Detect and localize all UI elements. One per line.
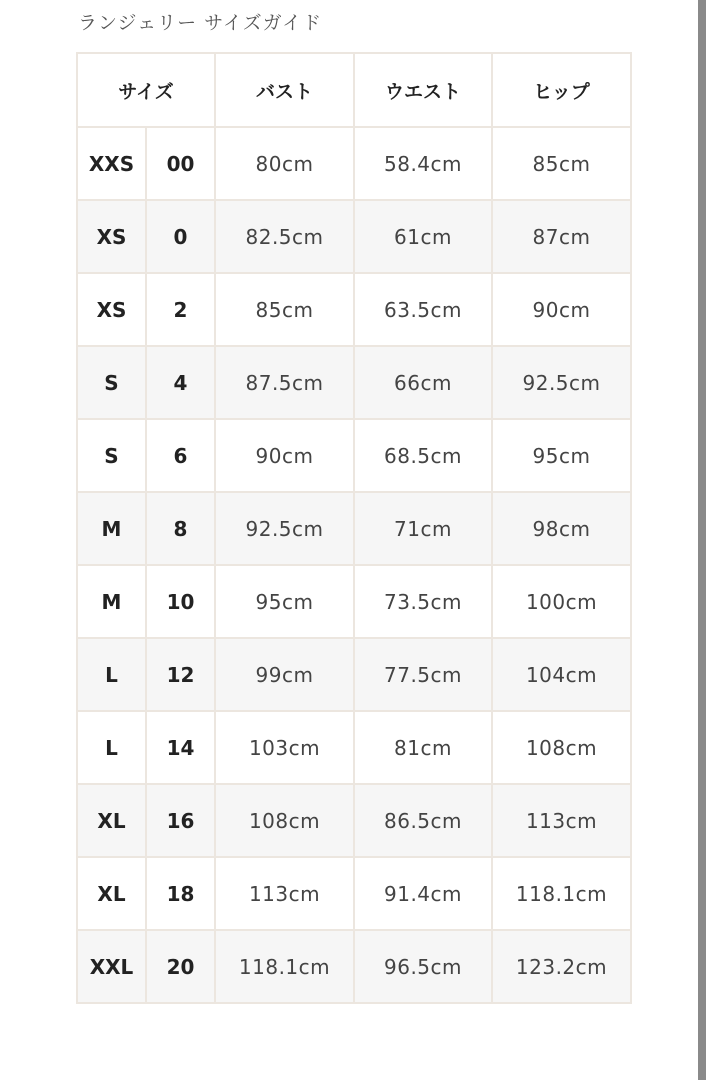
waist-value: 77.5cm bbox=[354, 638, 492, 711]
waist-value: 68.5cm bbox=[354, 419, 492, 492]
bust-value: 90cm bbox=[215, 419, 354, 492]
hip-value: 108cm bbox=[492, 711, 631, 784]
waist-value: 73.5cm bbox=[354, 565, 492, 638]
size-label: S bbox=[77, 346, 146, 419]
size-number: 12 bbox=[146, 638, 215, 711]
table-row bbox=[77, 419, 631, 492]
table-row bbox=[77, 784, 631, 857]
bust-value: 82.5cm bbox=[215, 200, 354, 273]
waist-value: 91.4cm bbox=[354, 857, 492, 930]
size-number: 10 bbox=[146, 565, 215, 638]
size-label: XXS bbox=[77, 127, 146, 200]
size-guide-table bbox=[76, 52, 632, 1004]
table-row bbox=[77, 127, 631, 200]
table-row bbox=[77, 200, 631, 273]
hip-value: 118.1cm bbox=[492, 857, 631, 930]
bust-value: 85cm bbox=[215, 273, 354, 346]
bust-value: 113cm bbox=[215, 857, 354, 930]
waist-value: 63.5cm bbox=[354, 273, 492, 346]
bust-value: 103cm bbox=[215, 711, 354, 784]
size-number: 6 bbox=[146, 419, 215, 492]
bust-value: 80cm bbox=[215, 127, 354, 200]
waist-value: 71cm bbox=[354, 492, 492, 565]
header-size: サイズ bbox=[77, 53, 215, 127]
hip-value: 87cm bbox=[492, 200, 631, 273]
size-label: XL bbox=[77, 857, 146, 930]
page-title: ランジェリー サイズガイド bbox=[78, 12, 323, 34]
table-row bbox=[77, 711, 631, 784]
waist-value: 86.5cm bbox=[354, 784, 492, 857]
size-number: 20 bbox=[146, 930, 215, 1003]
size-label: M bbox=[77, 492, 146, 565]
size-label: XS bbox=[77, 273, 146, 346]
waist-value: 58.4cm bbox=[354, 127, 492, 200]
size-label: XL bbox=[77, 784, 146, 857]
header-bust: バスト bbox=[215, 53, 354, 127]
size-number: 16 bbox=[146, 784, 215, 857]
waist-value: 61cm bbox=[354, 200, 492, 273]
table-row bbox=[77, 638, 631, 711]
size-label: S bbox=[77, 419, 146, 492]
size-label: XXL bbox=[77, 930, 146, 1003]
bust-value: 118.1cm bbox=[215, 930, 354, 1003]
hip-value: 85cm bbox=[492, 127, 631, 200]
size-label: XS bbox=[77, 200, 146, 273]
header-row bbox=[77, 53, 631, 127]
waist-value: 96.5cm bbox=[354, 930, 492, 1003]
hip-value: 113cm bbox=[492, 784, 631, 857]
table-row bbox=[77, 492, 631, 565]
size-number: 00 bbox=[146, 127, 215, 200]
size-number: 8 bbox=[146, 492, 215, 565]
table-row bbox=[77, 346, 631, 419]
size-number: 2 bbox=[146, 273, 215, 346]
table-row bbox=[77, 857, 631, 930]
hip-value: 90cm bbox=[492, 273, 631, 346]
size-number: 14 bbox=[146, 711, 215, 784]
size-label: M bbox=[77, 565, 146, 638]
bust-value: 92.5cm bbox=[215, 492, 354, 565]
waist-value: 81cm bbox=[354, 711, 492, 784]
hip-value: 100cm bbox=[492, 565, 631, 638]
size-number: 18 bbox=[146, 857, 215, 930]
bust-value: 87.5cm bbox=[215, 346, 354, 419]
right-edge-bar bbox=[698, 0, 706, 1080]
header-hip: ヒップ bbox=[492, 53, 631, 127]
table-row bbox=[77, 565, 631, 638]
hip-value: 95cm bbox=[492, 419, 631, 492]
hip-value: 98cm bbox=[492, 492, 631, 565]
hip-value: 104cm bbox=[492, 638, 631, 711]
bust-value: 108cm bbox=[215, 784, 354, 857]
bust-value: 95cm bbox=[215, 565, 354, 638]
table-row bbox=[77, 273, 631, 346]
hip-value: 92.5cm bbox=[492, 346, 631, 419]
waist-value: 66cm bbox=[354, 346, 492, 419]
bust-value: 99cm bbox=[215, 638, 354, 711]
size-number: 4 bbox=[146, 346, 215, 419]
header-waist: ウエスト bbox=[354, 53, 492, 127]
hip-value: 123.2cm bbox=[492, 930, 631, 1003]
table-row bbox=[77, 930, 631, 1003]
size-label: L bbox=[77, 711, 146, 784]
size-label: L bbox=[77, 638, 146, 711]
size-number: 0 bbox=[146, 200, 215, 273]
